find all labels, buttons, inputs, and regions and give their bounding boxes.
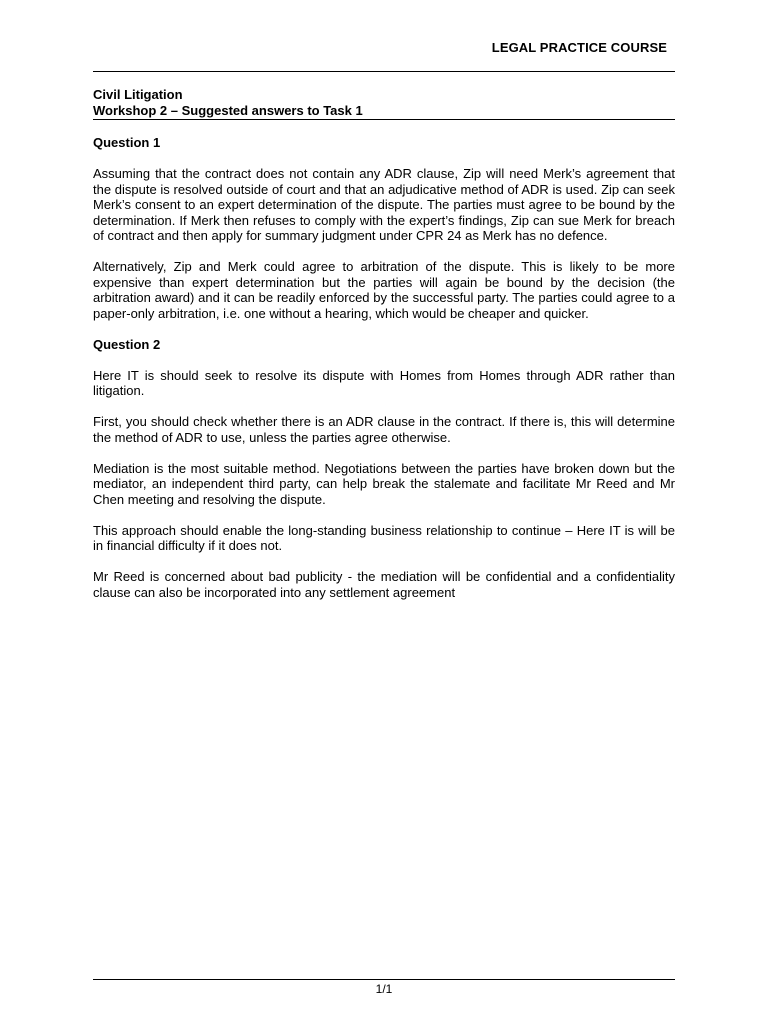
question-2-paragraph-4: This approach should enable the long-standing business relationship to continue – Here IT is will be in financial difficulty if it does not. [93,522,675,553]
header-divider [93,71,675,72]
question-1-heading: Question 1 [93,135,161,150]
question-2-paragraph-3: Mediation is the most suitable method. Negotiations between the parties have broken down but the mediator, an independent third party, can help break the stalemate and facilitate Mr Reed and Mr Chen meeting and resolving the dispute. [93,460,675,507]
question-1-section [93,135,675,321]
question-2-paragraph-5: Mr Reed is concerned about bad publicity - the mediation will be confidential and a confidentiality clause can also be incorporated into any settlement agreement [93,569,675,600]
footer-divider [93,979,675,980]
page-number: 1/1 [375,982,393,996]
question-1-paragraph-2: Alternatively, Zip and Merk could agree to arbitration of the dispute. This is likely to be more expensive than expert determination but the parties will again be bound by the decision (the arbitration award) and it can be readily enforced by the successful party. The parties could agree to a paper-only arbitration, i.e. one without a hearing, which would be cheaper and quicker. [93,259,675,321]
course-title: LEGAL PRACTICE COURSE [491,40,667,55]
document-body [93,135,675,616]
title-divider [93,119,675,120]
question-2-section [93,337,675,601]
question-2-heading: Question 2 [93,336,161,352]
question-2-paragraph-2: First, you should check whether there is an ADR clause in the contract. If there is, this will determine the method of ADR to use, unless the parties agree otherwise. [93,414,675,445]
document-subject: Civil Litigation [93,87,183,102]
document-heading [93,87,675,118]
question-2-paragraph-1: Here IT is should seek to resolve its dispute with Homes from Homes through ADR rather than litigation. [93,367,675,398]
question-1-paragraph-1: Assuming that the contract does not contain any ADR clause, Zip will need Merk’s agreement that the dispute is resolved outside of court and that an adjudicative method of ADR is used. Zip can seek Merk’s consent to an expert determination of the dispute. The parties must agree to be bound by the determination. If Merk then refuses to comply with the expert’s findings, Zip can sue Merk for breach of contract and then apply for summary judgment under CPR 24 as Merk has no defence. [93,166,675,243]
document-subtitle: Workshop 2 – Suggested answers to Task 1 [93,102,363,118]
